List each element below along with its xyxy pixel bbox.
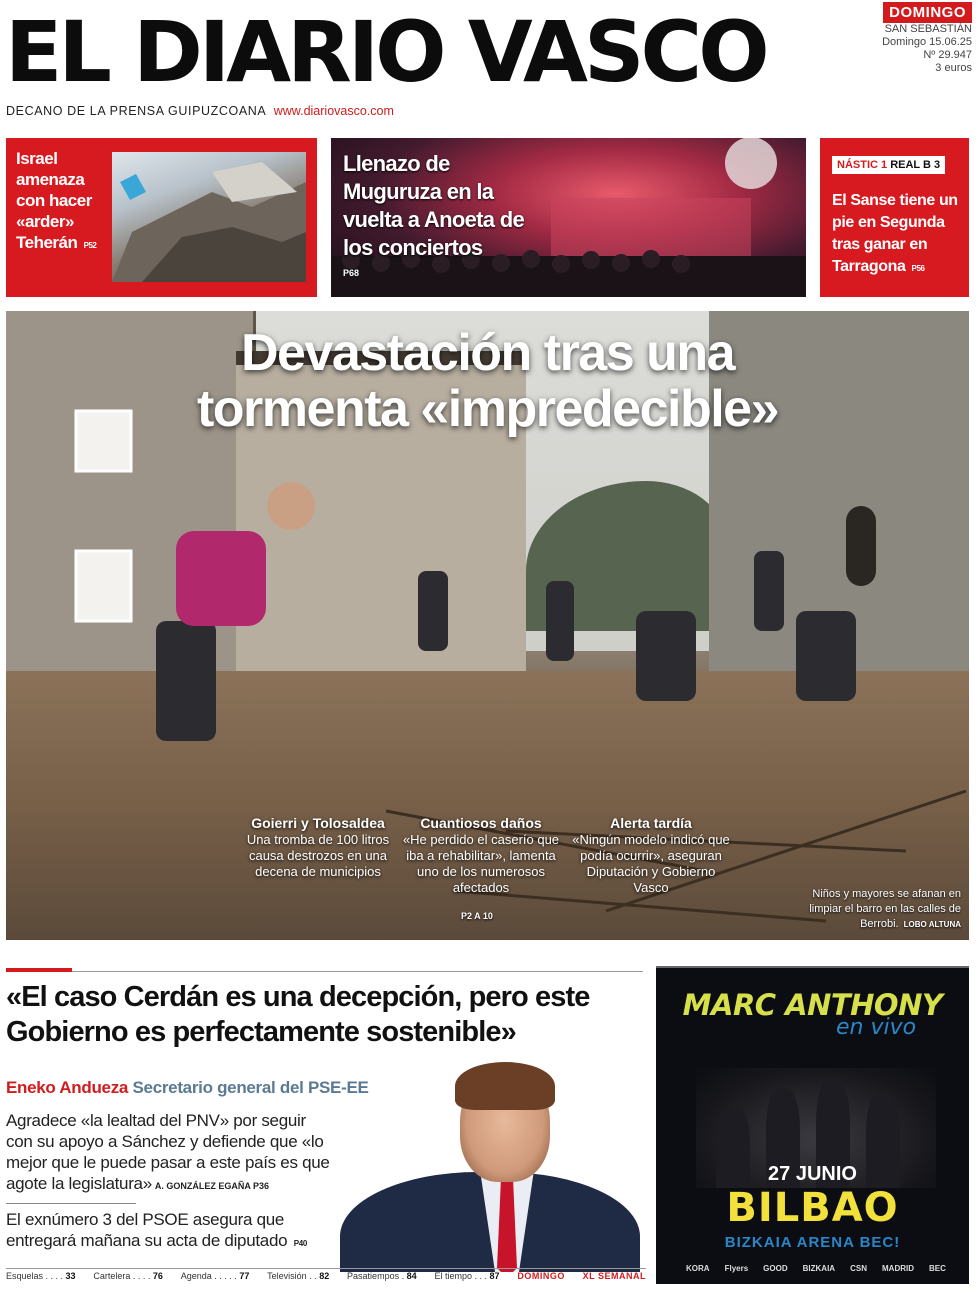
subhead-text: «He perdido el caserío que iba a rehabilitar», lamenta uno de los numerosos afectados bbox=[402, 832, 560, 895]
photo-caption bbox=[801, 887, 961, 932]
index-item[interactable] bbox=[267, 1271, 329, 1281]
index-dots: . . . bbox=[471, 1271, 490, 1281]
sponsor-logos bbox=[686, 1264, 946, 1273]
index-dots: . . . . bbox=[130, 1271, 153, 1281]
newspaper-logo[interactable]: EL DIARIO VASCO bbox=[5, 3, 766, 101]
section-index bbox=[6, 1271, 646, 1281]
page-ref: P68 bbox=[343, 268, 360, 278]
subhead-title: Cuantiosos daños bbox=[420, 815, 542, 831]
ad-city: BILBAO bbox=[726, 1185, 899, 1231]
interview-byline bbox=[6, 1078, 369, 1098]
subhead-title: Goierri y Tolosaldea bbox=[251, 815, 385, 831]
index-page: 84 bbox=[406, 1271, 417, 1281]
index-label: El tiempo bbox=[434, 1271, 472, 1281]
index-item[interactable] bbox=[93, 1271, 163, 1281]
interviewee-name: Eneko Andueza bbox=[6, 1078, 129, 1097]
rubble-illustration bbox=[112, 152, 306, 282]
interview-headline[interactable]: «El caso Cerdán es una decepción, pero este Gobierno es perfectamente sostenible» bbox=[6, 981, 590, 1048]
lead-headline bbox=[6, 325, 969, 437]
portrait-hair bbox=[455, 1062, 555, 1110]
subhead-text: Una tromba de 100 litros causa destrozos en una decena de municipios bbox=[246, 832, 390, 879]
sponsor-logo: Flyers bbox=[724, 1264, 749, 1273]
caption-text: Niños y mayores se afanan en limpiar el barro en las calles de Berrobi. bbox=[809, 888, 961, 930]
footer-tag-xlsemanal[interactable]: XL SEMANAL bbox=[582, 1271, 646, 1281]
accent-rule bbox=[6, 968, 72, 972]
index-item[interactable] bbox=[181, 1271, 250, 1281]
teaser-israel[interactable] bbox=[6, 138, 317, 297]
sponsor-logo: CSN bbox=[850, 1264, 867, 1273]
edition-info bbox=[862, 2, 972, 75]
index-dots: . . . . bbox=[43, 1271, 66, 1281]
index-dots: . bbox=[399, 1271, 407, 1281]
index-page: 33 bbox=[65, 1271, 76, 1281]
index-label: Agenda bbox=[180, 1271, 212, 1281]
edition-price: 3 euros bbox=[935, 62, 972, 74]
tagline bbox=[6, 104, 394, 118]
subhead-title: Alerta tardía bbox=[610, 815, 692, 831]
sponsor-logo: BEC bbox=[929, 1264, 946, 1273]
divider bbox=[6, 1268, 646, 1269]
teaser-headline bbox=[16, 148, 108, 256]
lead-story[interactable] bbox=[6, 311, 969, 940]
subhead-text: «Ningún modelo indicó que podía ocurrir», aseguran Diputación y Gobierno Vasco bbox=[572, 832, 730, 895]
lead-headline-line1: Devastación tras una bbox=[240, 324, 735, 382]
teaser-headline-text: Israel amenaza con hacer «arder» Teherán bbox=[16, 149, 92, 252]
teaser-headline: Llenazo de Muguruza en la vuelta a Anoeta de los conciertos bbox=[343, 151, 524, 260]
sponsor-logo: GOOD bbox=[763, 1264, 788, 1273]
website-link[interactable]: www.diariovasco.com bbox=[273, 104, 394, 118]
interview-summary bbox=[6, 1110, 336, 1197]
index-label: Cartelera bbox=[93, 1271, 131, 1281]
teaser-headline bbox=[832, 190, 964, 280]
ad-venue: BIZKAIA ARENA BEC! bbox=[724, 1234, 901, 1251]
sponsor-logo: MADRID bbox=[882, 1264, 915, 1273]
ad-subtitle: en vivo bbox=[836, 1015, 917, 1040]
masthead bbox=[0, 0, 980, 128]
summary-text: Agradece «la lealtad del PNV» por seguir con su apoyo a Sánchez y defiende que «lo mejor que le puede pasar a este país es que agote la legislatura» bbox=[6, 1111, 330, 1193]
sponsor-logo: KORA bbox=[686, 1264, 710, 1273]
day-badge: DOMINGO bbox=[883, 2, 972, 23]
tagline-text: DECANO DE LA PRENSA GUIPUZCOANA bbox=[6, 104, 266, 118]
author-credit: A. GONZÁLEZ EGAÑA P36 bbox=[154, 1181, 270, 1191]
index-page: 87 bbox=[489, 1271, 500, 1281]
edition-city: SAN SEBASTIÁN bbox=[884, 23, 972, 35]
index-page: 77 bbox=[239, 1271, 250, 1281]
page-ref: P40 bbox=[293, 1239, 308, 1248]
secondary-story[interactable] bbox=[6, 1209, 336, 1254]
concert-advertisement[interactable] bbox=[656, 966, 969, 1284]
edition-date: Domingo 15.06.25 bbox=[882, 36, 972, 48]
interviewee-portrait bbox=[330, 1062, 642, 1272]
page-ref: P52 bbox=[83, 241, 97, 250]
index-item[interactable] bbox=[434, 1271, 499, 1281]
subhead-goierri bbox=[238, 815, 398, 880]
score-home: NÁSTIC 1 bbox=[837, 159, 888, 171]
footer-tag-domingo[interactable]: DOMINGO bbox=[517, 1271, 565, 1281]
rubble-photo bbox=[112, 152, 306, 282]
index-dots: . . . . . bbox=[211, 1271, 240, 1281]
lead-headline-line2: tormenta «impredecible» bbox=[196, 380, 779, 438]
page-ref: P56 bbox=[911, 264, 925, 273]
index-page: 82 bbox=[319, 1271, 330, 1281]
ad-date: 27 JUNIO bbox=[768, 1163, 857, 1185]
divider bbox=[6, 971, 643, 972]
index-label: Pasatiempos bbox=[347, 1271, 400, 1281]
subhead-alerta bbox=[571, 815, 731, 896]
teaser-football[interactable] bbox=[820, 138, 969, 297]
index-label: Esquelas bbox=[6, 1271, 44, 1281]
teaser-headline-text: El Sanse tiene un pie en Segunda tras ganar en Tarragona bbox=[832, 192, 958, 275]
match-score bbox=[832, 156, 945, 174]
divider bbox=[6, 1203, 136, 1204]
sponsor-logo: BIZKAIA bbox=[802, 1264, 836, 1273]
subhead-danos bbox=[401, 815, 561, 896]
ad-artist: MARC ANTHONY bbox=[682, 988, 943, 1022]
index-dots: . . bbox=[306, 1271, 320, 1281]
index-label: Televisión bbox=[267, 1271, 307, 1281]
index-item[interactable] bbox=[6, 1271, 76, 1281]
photo-credit: LOBO ALTUNA bbox=[903, 920, 961, 929]
index-item[interactable] bbox=[347, 1271, 417, 1281]
page-ref: P2 A 10 bbox=[461, 911, 493, 921]
secondary-text: El exnúmero 3 del PSOE asegura que entregará mañana su acta de diputado bbox=[6, 1210, 288, 1250]
teaser-concert[interactable] bbox=[331, 138, 806, 297]
edition-issue: Nº 29.947 bbox=[923, 49, 972, 61]
index-page: 76 bbox=[152, 1271, 163, 1281]
interviewee-role: Secretario general del PSE-EE bbox=[132, 1078, 369, 1097]
score-away: REAL B 3 bbox=[890, 159, 941, 171]
